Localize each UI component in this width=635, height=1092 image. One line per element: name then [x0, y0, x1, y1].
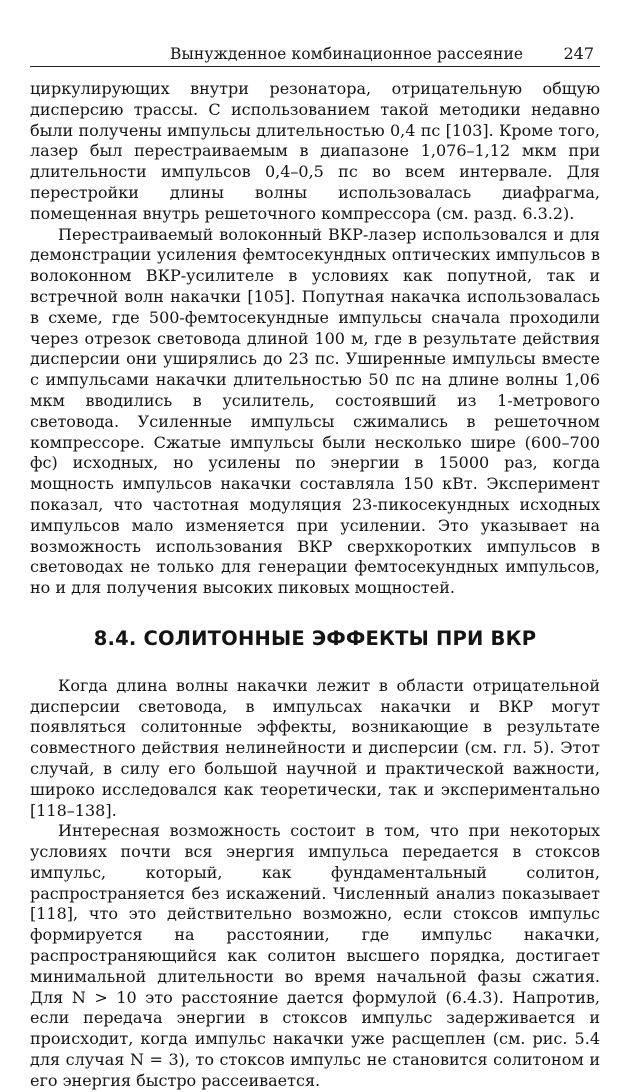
body-text [30, 79, 600, 1092]
paragraph-stokes-soliton: Интересная возможность состоит в том, что при некоторых условиях почти вся энергия импульса передается в стоксов импульс, который, как фундаментальный солитон, распространяется без искажений. Численный анализ показывает [118], что это действительно возможно, если стоксов импульс формируется на расстоянии, где импульс накачки, распространяющийся как солитон высшего порядка, достигает минимальной длительности во время начальной фазы сжатия. Для N > 10 это расстояние дается формулой (6.4.3). Напротив, если передача энергии в стоксов импульс задерживается и происходит, когда импульс накачки уже расщеплен (см. рис. 5.4 для случая N = 3), то стоксов импульс не становится солитоном и его энергия быстро рассеивается. [30, 821, 600, 1090]
section-heading: 8.4. СОЛИТОННЫЕ ЭФФЕКТЫ ПРИ ВКР [93, 626, 537, 650]
paragraph-continuation: циркулирующих внутри резонатора, отрицательную общую дисперсию трассы. С использованием такой методики недавно были получены импульсы длительностью 0,4 пс [103]. Кроме того, лазер был перестраиваемым в диапазоне 1,076–1,12 мкм при длительности импульсов 0,4–0,5 пс во всем интервале. Для перестройки длины волны использовалась диафрагма, помещенная внутрь решеточного компрессора (см. разд. 6.3.2). [30, 79, 600, 223]
paragraph-raman-laser-amplification: Перестраиваемый волоконный ВКР-лазер использовался и для демонстрации усиления фемтосекундных оптических импульсов в волоконном ВКР-усилителе в условиях как попутной, так и встречной волн накачки [105]. Попутная накачка использовалась в схеме, где 500-фемтосекундные импульсы сначала проходили через отрезок световода длиной 100 м, где в результате действия дисперсии они уширялись до 23 пс. Уширенные импульсы вместе с импульсами накачки длительностью 50 пс на длине волны 1,06 мкм вводились в усилитель, состоявший из 1-метрового световода. Усиленные импульсы сжимались в решеточном компрессоре. Сжатые импульсы были несколько шире (600–700 фс) исходных, но усилены по энергии в 15000 раз, когда мощность импульсов накачки составляла 150 кВт. Эксперимент показал, что частотная модуляция 23-пикосекундных исходных импульсов мало изменяется при усилении. Это указывает на возможность использования ВКР сверхкоротких импульсов в световодах не только для генерации фемтосекундных импульсов, но и для получения высоких пиковых мощностей. [30, 224, 600, 598]
paragraph-soliton-effects-intro: Когда длина волны накачки лежит в области отрицательной дисперсии световода, в импульсах накачки и ВКР могут появляться солитонные эффекты, возникающие в результате совместного действия нелинейности и дисперсии (см. гл. 5). Этот случай, в силу его большой научной и практической важности, широко исследовался как теоретически, так и экспериментально [118–138]. [30, 675, 600, 820]
running-header [30, 44, 600, 67]
page-number: 247 [563, 44, 594, 63]
running-head-title: Вынужденное комбинационное рассеяние [170, 45, 524, 63]
book-page [30, 44, 600, 1092]
